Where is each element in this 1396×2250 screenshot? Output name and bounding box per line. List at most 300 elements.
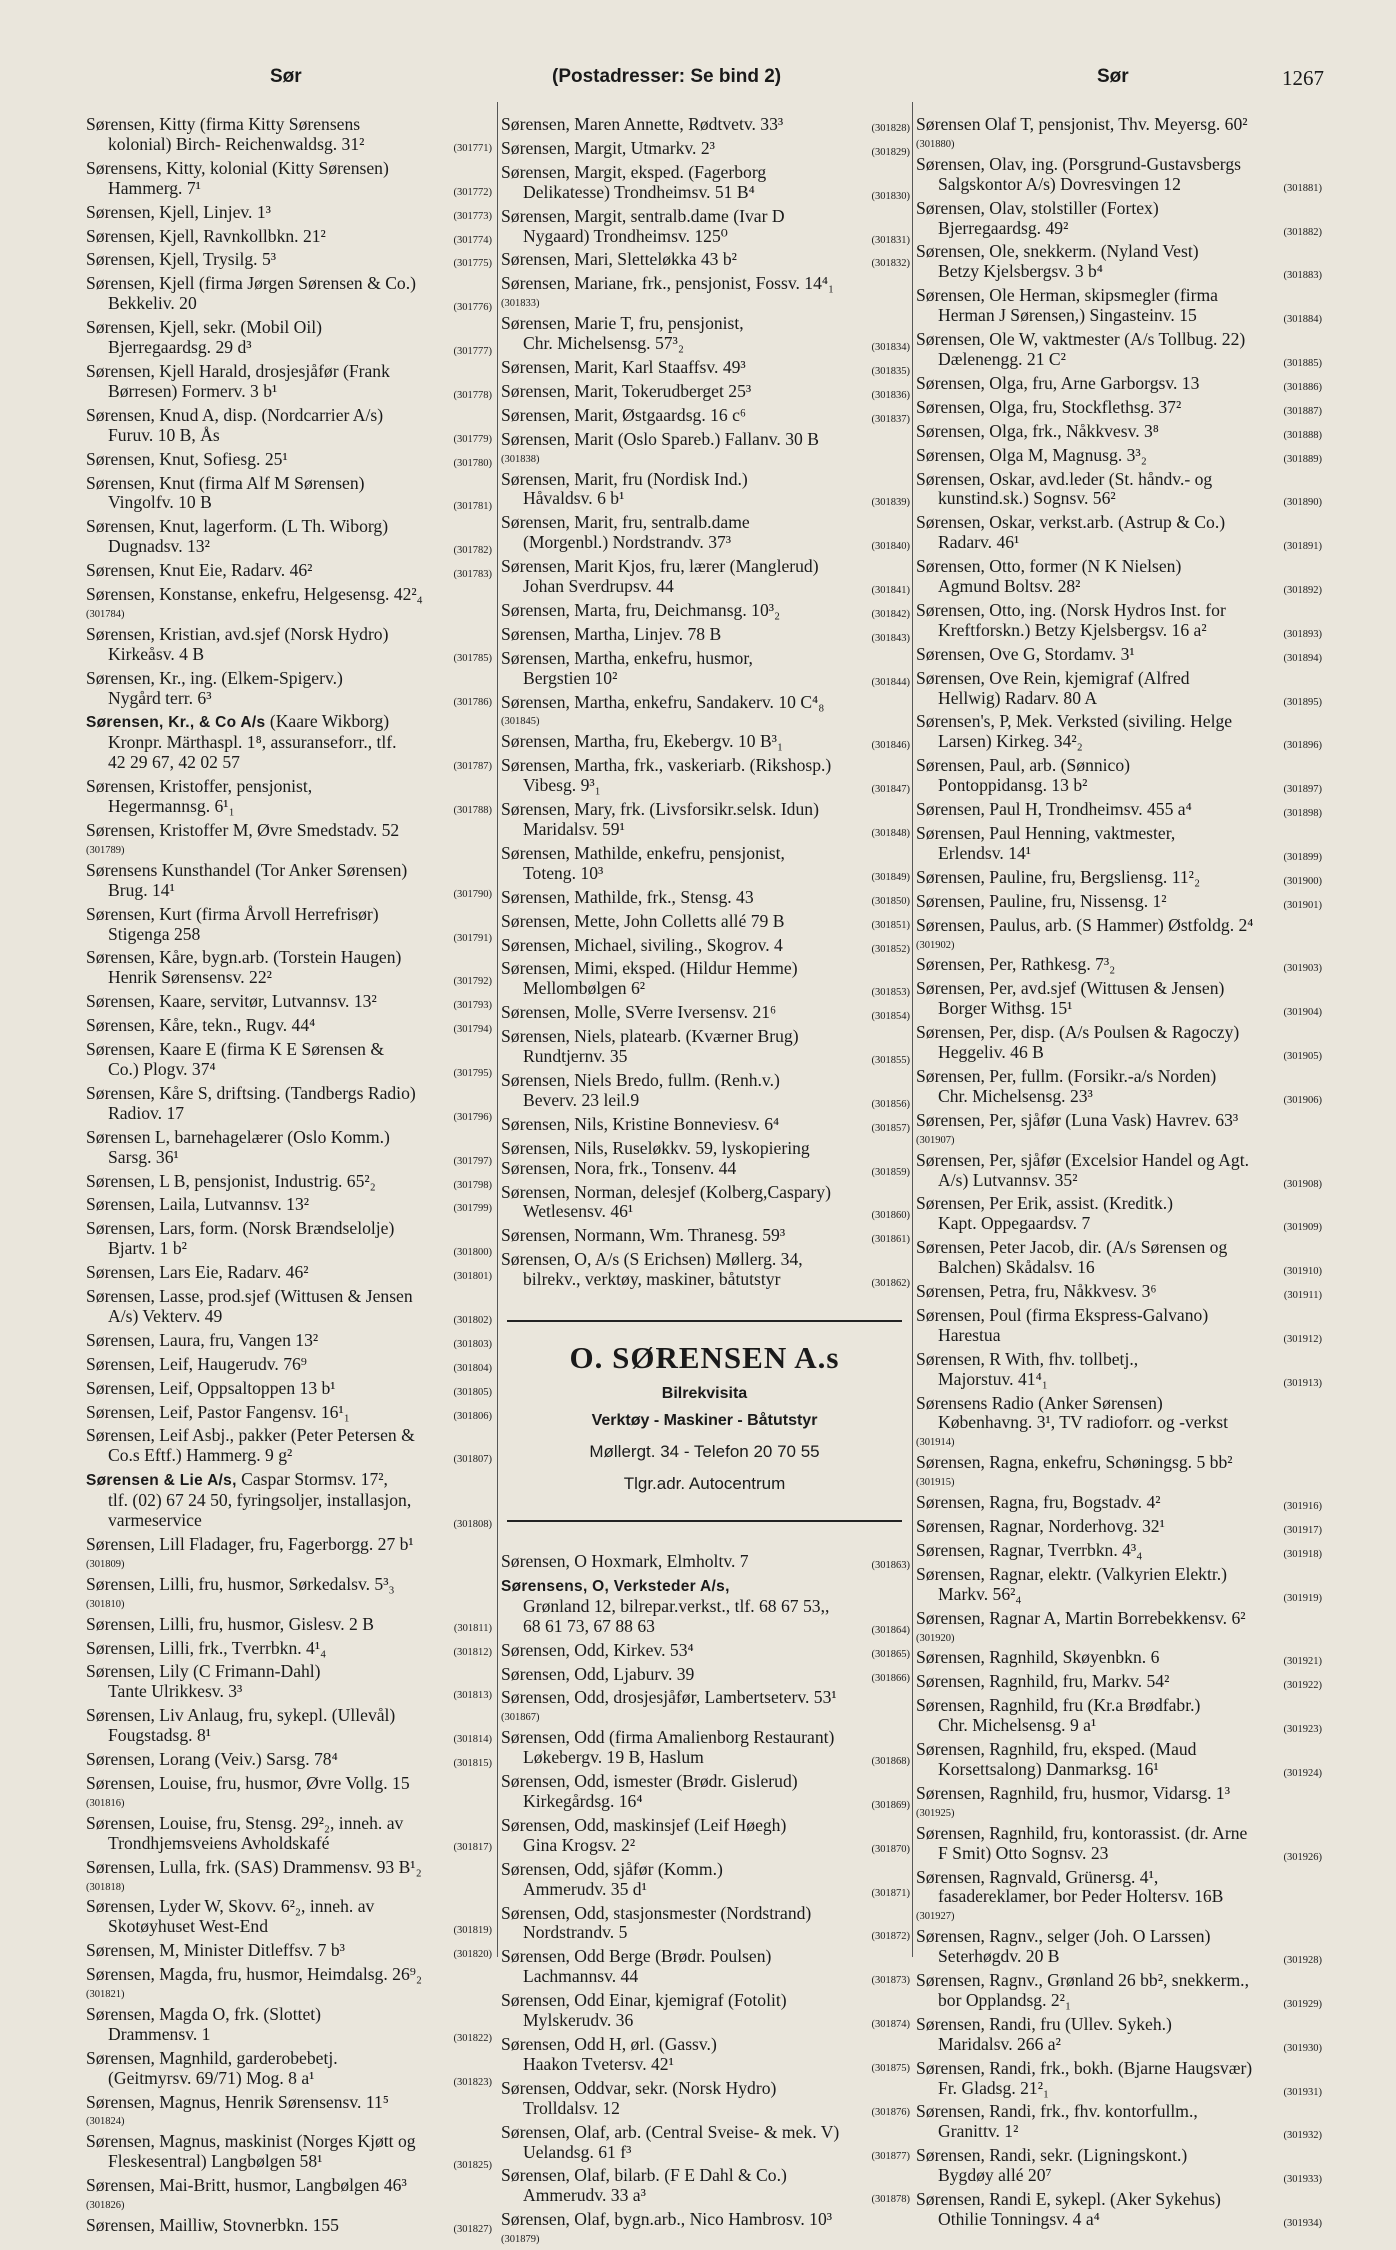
entry-text: Sørensen, Randi, fru (Ullev. Sykeh.): [916, 2014, 1172, 2034]
entry-line: [916, 1194, 1322, 1214]
directory-entry: [916, 1541, 1322, 1565]
entry-text: Sørensen, Peter Jacob, dir. (A/s Sørensen og: [916, 1238, 1228, 1258]
entry-line: [916, 1565, 1322, 1585]
entry-text: Sørensen, Odd Berge (Brødr. Poulsen): [501, 1947, 772, 1967]
entry-code: (301803): [453, 1338, 492, 1350]
directory-entry: [86, 1219, 492, 1263]
directory-entry: [916, 916, 1322, 956]
entry-line: [501, 1226, 910, 1250]
entry-line: [916, 1517, 1322, 1541]
entry-code: (301933): [1283, 2174, 1322, 2186]
entry-line: [501, 1139, 910, 1159]
column-2-entries: [501, 115, 910, 1294]
entry-code: (301775): [453, 258, 492, 270]
entry-line: [501, 1071, 910, 1091]
directory-entry: [916, 374, 1322, 398]
directory-entry: [916, 1306, 1322, 1350]
page-header: [0, 66, 1396, 96]
directory-entry: [916, 979, 1322, 1023]
directory-entry: [501, 1816, 910, 1860]
entry-code: (301834): [871, 342, 910, 354]
directory-entry: [86, 1774, 492, 1814]
directory-entry: [501, 2079, 910, 2123]
entry-code: (301902): [916, 939, 955, 951]
entry-text: Sørensen, Olaf, bilarb. (F E Dahl & Co.): [501, 2166, 787, 2186]
entry-code: (301789): [86, 844, 125, 856]
entry-text: Sørensen, Kåre, tekn., Rugv. 44⁴: [86, 1016, 316, 1036]
entry-text: Ammerudv. 33 a³: [523, 2186, 646, 2206]
entry-code: (301774): [453, 234, 492, 246]
entry-line: [916, 1067, 1322, 1087]
directory-entry: [916, 242, 1322, 286]
entry-line: [501, 1665, 910, 1689]
entry-text: Sørensen, Lily (C Frimann-Dahl): [86, 1662, 321, 1682]
entry-text: F Smit) Otto Sognsv. 23: [938, 1843, 1109, 1863]
entry-line: [501, 1816, 910, 1836]
entry-line: [916, 1784, 1322, 1804]
entry-line: [86, 1331, 492, 1355]
entry-text: Sørensen, Louise, fru, Stensg. 29²₂, inneh. av: [86, 1813, 404, 1833]
entry-code: (301850): [871, 895, 910, 907]
entry-line: [501, 1860, 910, 1880]
directory-entry: [86, 517, 492, 561]
entry-code: (301865): [871, 1648, 910, 1660]
entry-code: (301792): [453, 976, 492, 988]
entry-code: (301871): [871, 1887, 910, 1899]
entry-code: (301818): [86, 1881, 125, 1893]
directory-entry: [501, 163, 910, 207]
directory-entry: [916, 645, 1322, 669]
entry-code: (301929): [1283, 1998, 1322, 2010]
entry-line: [916, 999, 1322, 1023]
entry-line: [86, 1941, 492, 1965]
entry-code: (301872): [871, 1931, 910, 1943]
entry-line: [501, 489, 910, 513]
entry-text: Sørensen, Oskar, verkst.arb. (Astrup & Co.): [916, 513, 1226, 533]
entry-text: Sørensen, Kjell, Trysilg. 5³: [86, 250, 277, 270]
entry-text: Sørensen, Randi, frk., fhv. kontorfullm.,: [916, 2102, 1198, 2122]
entry-text: Sørensen, Knut (firma Alf M Sørensen): [86, 473, 365, 493]
directory-entry: [86, 1355, 492, 1379]
directory-entry: [501, 139, 910, 163]
entry-line: [916, 330, 1322, 350]
entry-text: (Kaare Wikborg): [265, 712, 390, 732]
entry-line: [501, 1728, 910, 1748]
directory-entry: [916, 1067, 1322, 1111]
entry-text: Vibesg. 9³₁: [523, 776, 601, 796]
directory-entry: [86, 250, 492, 274]
entry-line: [86, 1511, 492, 1535]
directory-entry: [86, 203, 492, 227]
entry-code: (301826): [86, 2200, 125, 2212]
entry-code: (301786): [453, 696, 492, 708]
entry-code: (301898): [1283, 808, 1322, 820]
entry-text: Larsen) Kirkeg. 34²₂: [938, 732, 1083, 752]
entry-text: Mylskerudv. 36: [523, 2011, 634, 2031]
directory-entry: [86, 2216, 492, 2240]
entry-line: [86, 1965, 492, 1985]
entry-line: [86, 753, 492, 777]
directory-entry: [86, 450, 492, 474]
entry-text: Sørensen, Knut, lagerform. (L Th. Wiborg): [86, 517, 389, 537]
entry-text: Bjerregaardsg. 29 d³: [108, 338, 252, 358]
ad-line: Bilrekvisita: [661, 1385, 748, 1403]
entry-line: [916, 286, 1322, 306]
entry-line: [86, 948, 492, 968]
directory-entry: [501, 1159, 910, 1183]
directory-entry: [86, 474, 492, 518]
directory-entry: [86, 1263, 492, 1287]
entry-line: [916, 2059, 1322, 2079]
directory-entry: [916, 1824, 1322, 1868]
entry-text: Chr. Michelsensg. 9 a¹: [938, 1716, 1097, 1736]
directory-entry: [916, 1648, 1322, 1672]
directory-entry: [916, 330, 1322, 374]
entry-line: [86, 517, 492, 537]
entry-line: [916, 115, 1322, 135]
entry-line: [86, 861, 492, 881]
directory-entry: [916, 2146, 1322, 2190]
directory-entry: [916, 601, 1322, 645]
directory-entry: [501, 800, 910, 844]
entry-text: Sørensen, Ragna, enkefru, Schøningsg. 5 bb²: [916, 1453, 1233, 1473]
entry-line: [916, 1648, 1322, 1672]
entry-text: Sørensen, Odd H, ørl. (Gassv.): [501, 2034, 717, 2054]
directory-entry: [916, 1453, 1322, 1493]
entry-code: (301890): [1283, 497, 1322, 509]
entry-code: (301796): [453, 1111, 492, 1123]
entry-line: [916, 1927, 1322, 1947]
entry-line: [501, 1836, 910, 1860]
entry-line: [916, 1350, 1322, 1370]
entry-text: Sørensen, Odd, sjåfør (Komm.): [501, 1859, 723, 1879]
entry-line: [86, 1750, 492, 1774]
entry-text: Sørensen, Marie T, fru, pensjonist,: [501, 314, 744, 334]
entry-line: [916, 1326, 1322, 1350]
directory-entry: [501, 959, 910, 1003]
entry-text: Sørensen, Lilli, fru, husmor, Sørkedalsv. 5³₃: [86, 1574, 395, 1594]
entry-line: [501, 577, 910, 601]
entry-code: (301835): [871, 365, 910, 377]
entry-text: Sørensen Olaf T, pensjonist, Thv. Meyersg. 60²: [916, 115, 1248, 134]
entry-code: (301875): [871, 2062, 910, 2074]
entry-text: Agmund Boltsv. 28²: [938, 577, 1081, 597]
entry-text: Uelandsg. 61 f³: [523, 2142, 632, 2162]
entry-line: [86, 2152, 492, 2176]
entry-line: [916, 2166, 1322, 2190]
directory-entry: [501, 207, 910, 251]
entry-line: [501, 513, 910, 533]
entry-text: Balchen) Skådalsv. 16: [938, 1258, 1095, 1278]
entry-code: (301844): [871, 676, 910, 688]
entry-text: Tante Ulrikkesv. 3³: [108, 1682, 243, 1702]
entry-line: [916, 1493, 1322, 1517]
entry-code: (301833): [501, 298, 540, 310]
entry-line: [86, 115, 492, 135]
entry-text: Fougstadsg. 8¹: [108, 1726, 212, 1746]
directory-entry: [86, 1941, 492, 1965]
entry-line: [86, 227, 492, 251]
entry-line: [501, 844, 910, 864]
entry-code: (301778): [453, 389, 492, 401]
entry-text: Sørensens Kunsthandel (Tor Anker Sørensen): [86, 860, 408, 880]
entry-code: (301881): [1283, 182, 1322, 194]
entry-line: [86, 585, 492, 605]
directory-entry: [916, 955, 1322, 979]
directory-entry: [86, 1575, 492, 1615]
directory-entry: [916, 1394, 1322, 1454]
header-right: Sør: [1097, 66, 1129, 87]
entry-line: [916, 513, 1322, 533]
entry-code: (301851): [871, 919, 910, 931]
entry-code: (301838): [501, 453, 540, 465]
entry-line: [501, 1967, 910, 1991]
directory-entry: [501, 912, 910, 936]
entry-text: Hammerg. 7¹: [108, 178, 201, 198]
entry-text: Sørensen, Magnus, Henrik Sørensensv. 11⁵: [86, 2092, 389, 2112]
entry-text: Rundtjernv. 35: [523, 1047, 628, 1067]
entry-line: [86, 2093, 492, 2113]
directory-entry: [86, 905, 492, 949]
entry-code: (301781): [453, 501, 492, 513]
entry-text: Othilie Tonningsv. 4 a⁴: [938, 2210, 1100, 2229]
entry-code: (301847): [871, 784, 910, 796]
entry-code: (301797): [453, 1155, 492, 1167]
directory-entry: [501, 1226, 910, 1250]
entry-line: [86, 2049, 492, 2069]
entry-text: Skotøyhuset West-End: [108, 1917, 269, 1937]
entry-line: [86, 1128, 492, 1148]
entry-line: [501, 406, 910, 430]
entry-text: Sørensen, Otto, ing. (Norsk Hydros Inst. for: [916, 600, 1226, 620]
column-1: [86, 115, 492, 2240]
entry-code: (301802): [453, 1314, 492, 1326]
entry-code: (301888): [1283, 429, 1322, 441]
entry-text: Sørensen, Leif, Pastor Fangensv. 16¹₁: [86, 1402, 350, 1422]
entry-text: Sørensen, Michael, siviling., Skogrov. 4: [501, 935, 783, 955]
entry-text: Sørensen, Kjell, sekr. (Mobil Oil): [86, 318, 323, 338]
entry-text: Sørensen, Kaare E (firma K E Sørensen &: [86, 1040, 385, 1060]
directory-entry: [501, 693, 910, 733]
entry-line: [501, 1923, 910, 1947]
entry-code: (301861): [871, 1234, 910, 1246]
entry-text: Sørensen, O Hoxmark, Elmholtv. 7: [501, 1552, 749, 1572]
directory-entry: [86, 2093, 492, 2133]
entry-text: Sørensen, Lasse, prod.sjef (Wittusen & Jensen: [86, 1287, 413, 1307]
entry-text: Sørensen, Kristoffer M, Øvre Smedstadv. 52: [86, 821, 400, 840]
entry-line: [916, 1306, 1322, 1326]
entry-code: (301901): [1283, 899, 1322, 911]
directory-entry: [501, 115, 910, 139]
directory-entry: [86, 1897, 492, 1941]
entry-text: Maridalsv. 266 a²: [938, 2034, 1061, 2054]
entry-text: Sørensen, Ragnv., Grønland 26 bb², snekkerm.,: [916, 1971, 1249, 1991]
entry-text: Sørensen's, P, Mek. Verksted (siviling. Helge: [916, 712, 1233, 732]
directory-entry: [916, 2015, 1322, 2059]
entry-line: [501, 227, 910, 251]
directory-entry: [86, 777, 492, 821]
entry-text: Korsettsalong) Danmarksg. 16¹: [938, 1759, 1159, 1779]
entry-code: (301854): [871, 1011, 910, 1023]
entry-line: [501, 2011, 910, 2035]
entry-line: [86, 1774, 492, 1794]
directory-entry: [501, 2210, 910, 2250]
entry-text: Henrik Sørensensv. 22²: [108, 968, 272, 988]
directory-entry: [916, 1672, 1322, 1696]
entry-text: Dælenengg. 21 C²: [938, 349, 1066, 369]
entry-line: [86, 1535, 492, 1555]
entry-line: [501, 756, 910, 776]
directory-entry: [916, 1151, 1322, 1195]
entry-line: [86, 1016, 492, 1040]
entry-text: Sørensen, Pauline, fru, Bergsliensg. 11²₂: [916, 867, 1201, 887]
entry-line: [916, 350, 1322, 374]
directory-entry: [916, 1517, 1322, 1541]
entry-text: Toteng. 10³: [523, 863, 604, 883]
directory-entry: [86, 821, 492, 861]
entry-line: [86, 1263, 492, 1287]
entry-code: (301911): [1283, 1290, 1322, 1302]
entry-line: [86, 1195, 492, 1219]
entry-text: Sørensen, Per, sjåfør (Excelsior Handel og Agt.: [916, 1150, 1250, 1170]
entry-text: Sørensen, Per Erik, assist. (Kreditk.): [916, 1194, 1174, 1214]
directory-entry: [86, 1287, 492, 1331]
entry-line: [916, 892, 1322, 916]
entry-line: [86, 338, 492, 362]
entry-text: Haakon Tvetersv. 42¹: [523, 2054, 674, 2074]
entry-line: [86, 2132, 492, 2152]
entry-line: [86, 777, 492, 797]
directory-entry: [86, 1426, 492, 1470]
entry-line: [501, 1091, 910, 1115]
entry-code: (301862): [871, 1278, 910, 1290]
entry-line: [501, 2035, 910, 2055]
entry-text: Sørensen, Marit, fru (Nordisk Ind.): [501, 469, 748, 489]
entry-text: Bekkeliv. 20: [108, 294, 197, 314]
entry-text: Sørensen, Odd, Kirkev. 53⁴: [501, 1640, 694, 1660]
entry-line: [86, 2025, 492, 2049]
entry-line: [86, 1858, 492, 1878]
entry-text: Sørensen, Margit, eksped. (Fagerborg: [501, 162, 767, 182]
entry-line: [86, 135, 492, 159]
entry-text: Sørensen, Odd, ismester (Brødr. Gislerud): [501, 1772, 798, 1792]
ad-line: Tlgr.adr. Autocentrum: [623, 1474, 786, 1494]
entry-firm-name: Sørensen, Kr., & Co A/s: [86, 714, 266, 732]
entry-line: [916, 868, 1322, 892]
entry-line: [916, 262, 1322, 286]
directory-entry: [916, 1927, 1322, 1971]
entry-code: (301793): [453, 1000, 492, 1012]
entry-line: [86, 1084, 492, 1104]
entry-code: (301795): [453, 1067, 492, 1079]
entry-code: (301897): [1283, 784, 1322, 796]
entry-line: [86, 294, 492, 318]
directory-entry: [916, 868, 1322, 892]
directory-entry: [86, 1403, 492, 1427]
entry-text: Sørensen, Kurt (firma Årvoll Herrefrisør): [86, 904, 379, 924]
entry-line: [86, 821, 492, 841]
entry-text: Sørensen, Leif, Haugerudv. 76⁹: [86, 1354, 307, 1374]
entry-text: Sørensen, Liv Anlaug, fru, sykepl. (Ullevål): [86, 1706, 396, 1726]
entry-text: Sørensen, Kjell, Ravnkollbkn. 21²: [86, 226, 326, 246]
entry-text: Nygård terr. 6³: [108, 688, 212, 708]
entry-code: (301892): [1283, 585, 1322, 597]
entry-line: [86, 1470, 492, 1491]
entry-code: (301784): [86, 608, 125, 620]
directory-entry: [86, 1615, 492, 1639]
entry-text: Mellombølgen 6²: [523, 979, 646, 999]
directory-entry: [916, 286, 1322, 330]
entry-text: Sørensen, Nils, Kristine Bonneviesv. 6⁴: [501, 1114, 780, 1134]
entry-line: [916, 1151, 1322, 1171]
directory-entry: [501, 513, 910, 557]
entry-line: [916, 669, 1322, 689]
directory-entry: [501, 601, 910, 625]
entry-code: (301866): [871, 1672, 910, 1684]
entry-line: [501, 1159, 910, 1183]
entry-text: Sørensen, Per, sjåfør (Luna Vask) Havrev. 63³: [916, 1110, 1239, 1130]
entry-line: [86, 406, 492, 426]
directory-entry: [86, 318, 492, 362]
entry-code: (301810): [86, 1598, 125, 1610]
directory-entry: [916, 2102, 1322, 2146]
entry-code: (301827): [453, 2224, 492, 2235]
entry-code: (301800): [453, 1247, 492, 1259]
entry-firm-name: Sørensen & Lie A/s,: [86, 1472, 237, 1490]
directory-entry: [916, 712, 1322, 756]
directory-entry: [501, 649, 910, 693]
entry-code: (301813): [453, 1690, 492, 1702]
entry-text: tlf. (02) 67 24 50, fyringsoljer, installasjon,: [108, 1491, 412, 1511]
entry-line: [86, 1426, 492, 1446]
ad-line: Verktøy - Maskiner - Båtutstyr: [591, 1412, 818, 1430]
entry-line: [501, 2186, 910, 2210]
entry-line: [501, 1792, 910, 1816]
entry-line: [86, 925, 492, 949]
entry-text: Sørensen, Oskar, avd.leder (St. håndv.- og: [916, 469, 1213, 489]
entry-code: (301824): [86, 2116, 125, 2128]
entry-text: Bergstien 10²: [523, 668, 618, 688]
entry-line: [501, 1003, 910, 1027]
entry-code: (301805): [453, 1386, 492, 1398]
entry-line: [86, 537, 492, 561]
entry-code: (301882): [1283, 226, 1322, 238]
directory-entry: [86, 1535, 492, 1575]
entry-line: [501, 936, 910, 960]
entry-text: Heggeliv. 46 B: [938, 1043, 1044, 1063]
entry-code: (301776): [453, 302, 492, 314]
entry-line: [501, 163, 910, 183]
entry-line: [916, 1991, 1322, 2015]
directory-entry: [86, 1814, 492, 1858]
entry-text: Pontoppidansg. 13 b²: [938, 776, 1088, 796]
entry-text: Sørensen, Kr., ing. (Elkem-Spigerv.): [86, 668, 343, 688]
entry-text: Sørensen, Ragnvald, Grünersg. 4¹,: [916, 1867, 1159, 1887]
entry-code: (301799): [453, 1203, 492, 1215]
entry-line: [501, 1772, 910, 1792]
entry-text: Sørensen, Molle, SVerre Iversensv. 21⁶: [501, 1003, 777, 1023]
column-divider: [497, 102, 498, 1957]
entry-text: Brug. 14¹: [108, 880, 175, 900]
entry-code: (301848): [871, 828, 910, 839]
entry-text: Nygaard) Trondheimsv. 125⁰: [523, 226, 728, 246]
entry-line: [86, 1662, 492, 1682]
entry-line: [501, 2055, 910, 2079]
directory-entry: [501, 358, 910, 382]
directory-entry: [86, 861, 492, 905]
entry-code: (301899): [1283, 851, 1322, 863]
entry-line: [501, 533, 910, 557]
